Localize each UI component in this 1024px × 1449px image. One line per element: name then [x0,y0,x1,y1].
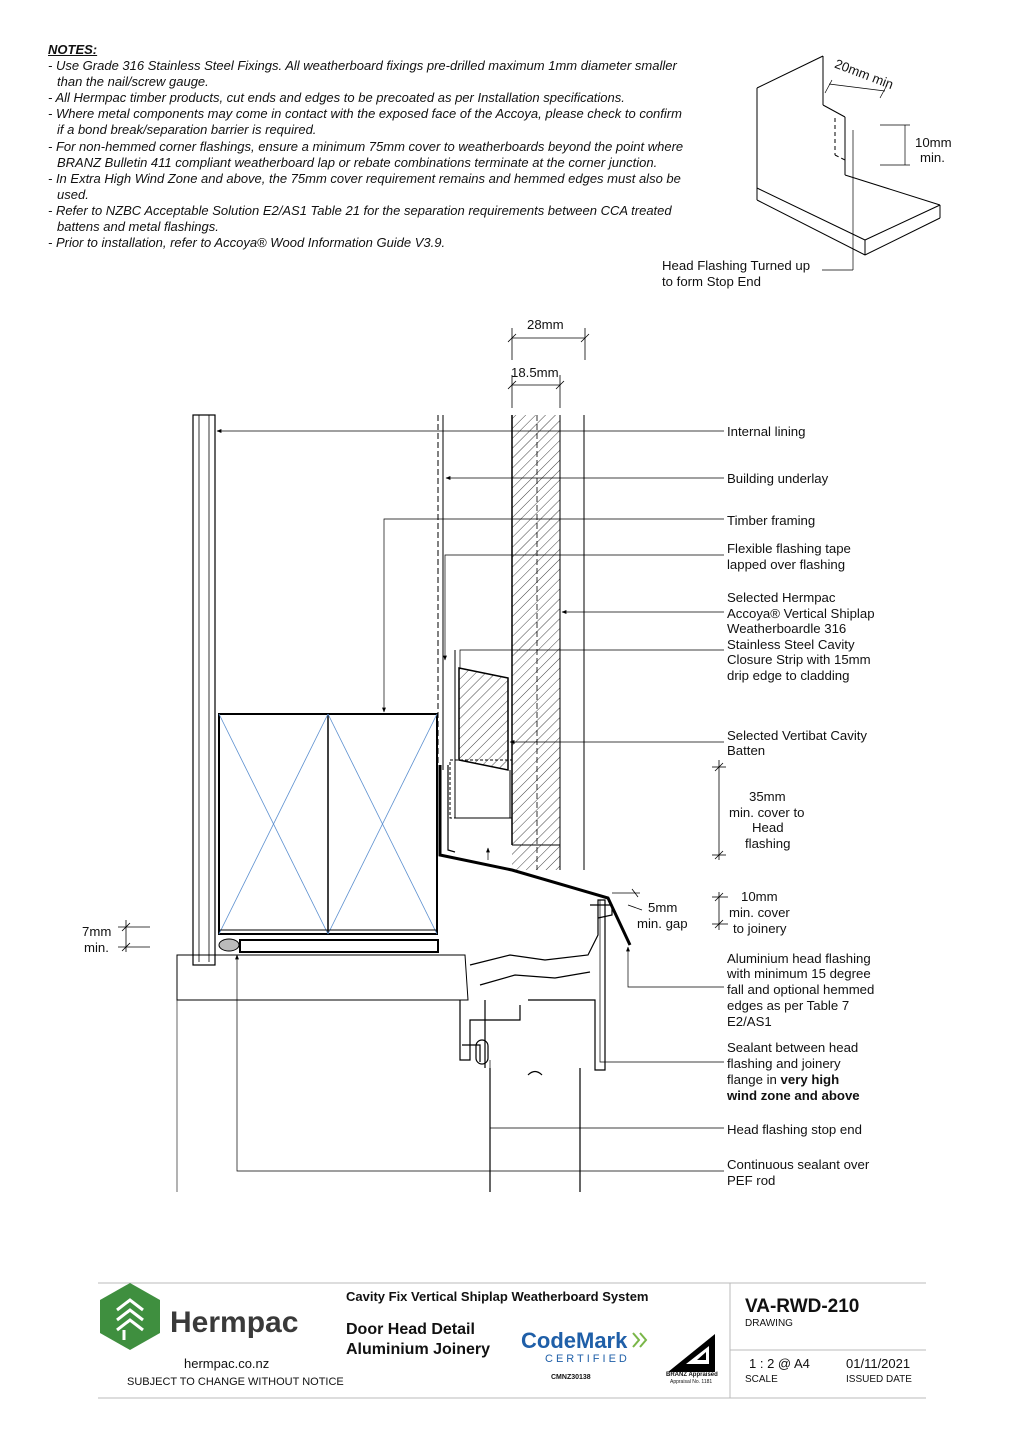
label-wb-2: Accoya® Vertical Shiplap [727,606,875,621]
codemark-chevron-icon [633,1333,646,1347]
label-batten-2: Batten [727,743,766,758]
label-wb-6: drip edge to cladding [727,668,850,683]
label-batten-1: Selected Vertibat Cavity [727,728,868,743]
dim-35mm-c: Head [752,820,784,835]
stop-end-inset [757,56,940,270]
label-internal-lining: Internal lining [727,424,806,439]
label-hf-1: Aluminium head flashing [727,951,871,966]
hermpac-logo-icon [100,1283,160,1350]
internal-lining [193,415,215,965]
dim-7mm-b: min. [84,940,109,955]
issued-date-label: ISSUED DATE [846,1374,912,1385]
inset-dim-10mm-min: min. [920,150,945,165]
drawing-title-2: Aluminium Joinery [346,1341,491,1358]
label-timber-framing: Timber framing [727,513,816,528]
label-seal-1: Sealant between head [727,1040,859,1055]
lintel-base [177,939,468,1192]
label-seal-3 [727,1072,839,1088]
brand-name: Hermpac [170,1306,299,1339]
branz-number: Appraisal No. 1181 [670,1379,713,1385]
system-name: Cavity Fix Vertical Shiplap Weatherboard System [346,1289,649,1304]
note-6: - Refer to NZBC Acceptable Solution E2/AS1 Table 21 for the separation requirements between CCA treated battens and metal flashings. [48,202,672,235]
drawing-number: VA-RWD-210 [745,1296,860,1317]
label-tape-2: lapped over flashing [727,557,846,572]
branz-logo-icon [668,1334,715,1372]
dim-35mm-b: min. cover to [729,805,805,820]
dim-5mm-b: min. gap [637,916,688,931]
note-4: - For non-hemmed corner flashings, ensure a minimum 75mm cover to weatherboards beyond the point where BRANZ Bulletin 411 compliant weatherboard lap or rebate combinations terminate at the corner junction. [48,138,684,170]
label-wb-4: Stainless Steel Cavity [727,637,855,652]
dim-5mm-a: 5mm [648,900,678,915]
label-wb-5: Closure Strip with 15mm [727,652,871,667]
label-building-underlay: Building underlay [727,471,829,486]
note-3: - Where metal components may come in contact with the exposed face of the Accoya, please check to confirm if a bond break/separation barrier is required. [48,106,682,138]
drawing-label: DRAWING [745,1318,793,1329]
label-hf-3: fall and optional hemmed [727,982,875,997]
dim-35mm [712,760,726,860]
note-5: - In Extra High Wind Zone and above, the 75mm cover requirement remains and hemmed edges must also be used. [48,170,681,202]
timber-framing [219,714,437,934]
dim-35mm-a: 35mm [749,789,786,804]
label-pef-2: PEF rod [727,1173,776,1188]
note-1: - Use Grade 316 Stainless Steel Fixings. All weatherboard fixings pre-drilled maximum 1mm diameter smaller than the nail/screw gauge. [48,58,677,90]
dim-35mm-d: flashing [745,836,791,851]
label-seal-2: flashing and joinery [727,1056,841,1071]
label-hf-5: E2/AS1 [727,1014,772,1029]
note-2: - All Hermpac timber products, cut ends and edges to be precoated as per Installation specifications. [48,90,625,106]
codemark-logo-text: CodeMark [521,1328,628,1353]
dim-7mm [118,920,150,952]
label-seal-4: wind zone and above [727,1088,860,1103]
label-wb-3: Weatherboardle 316 [727,621,847,636]
codemark-certified: CERTIFIED [545,1353,630,1365]
dim-7mm-a: 7mm [82,924,112,939]
label-wb-1: Selected Hermpac [727,590,836,605]
branz-label: BRANZ Appraised [666,1372,718,1378]
inset-dim-20mm: 20mm min [832,56,896,93]
brand-website[interactable]: hermpac.co.nz [184,1356,270,1371]
dim-10mm-a: 10mm [741,889,778,904]
building-underlay [438,415,443,770]
dim-10mm [712,892,728,930]
scale-label: SCALE [745,1374,778,1385]
label-pef-1: Continuous sealant over [727,1157,870,1172]
disclaimer: SUBJECT TO CHANGE WITHOUT NOTICE [127,1376,344,1388]
inset-dim-10mm: 10mm [915,135,952,150]
label-seal-3-bold: very high [780,1072,840,1087]
aluminium-joinery [460,900,612,1192]
drawing-title-1: Door Head Detail [346,1321,475,1338]
dim-28mm-label: 28mm [527,317,564,332]
inset-label-line1: Head Flashing Turned up [662,258,811,273]
label-seal-3-text: flange in [727,1072,777,1087]
label-hf-2: with minimum 15 degree [727,966,871,981]
label-hf-4: edges as per Table 7 [727,998,850,1013]
codemark-number: CMNZ30138 [551,1374,591,1381]
cavity-batten [450,650,512,818]
dim-10mm-b: min. cover [729,905,790,920]
label-stop-end: Head flashing stop end [727,1122,862,1137]
scale-value: 1 : 2 @ A4 [749,1356,810,1371]
issued-date: 01/11/2021 [846,1356,911,1371]
dim-10mm-c: to joinery [733,921,787,936]
dim-18-5mm-label: 18.5mm [511,365,559,380]
notes-heading: NOTES: [48,42,98,57]
note-7: - Prior to installation, refer to Accoya® Wood Information Guide V3.9. [48,235,446,251]
label-tape-1: Flexible flashing tape [727,541,851,556]
inset-label-line2: to form Stop End [662,274,761,289]
dim-5mm [612,889,642,910]
weatherboard [512,415,584,870]
